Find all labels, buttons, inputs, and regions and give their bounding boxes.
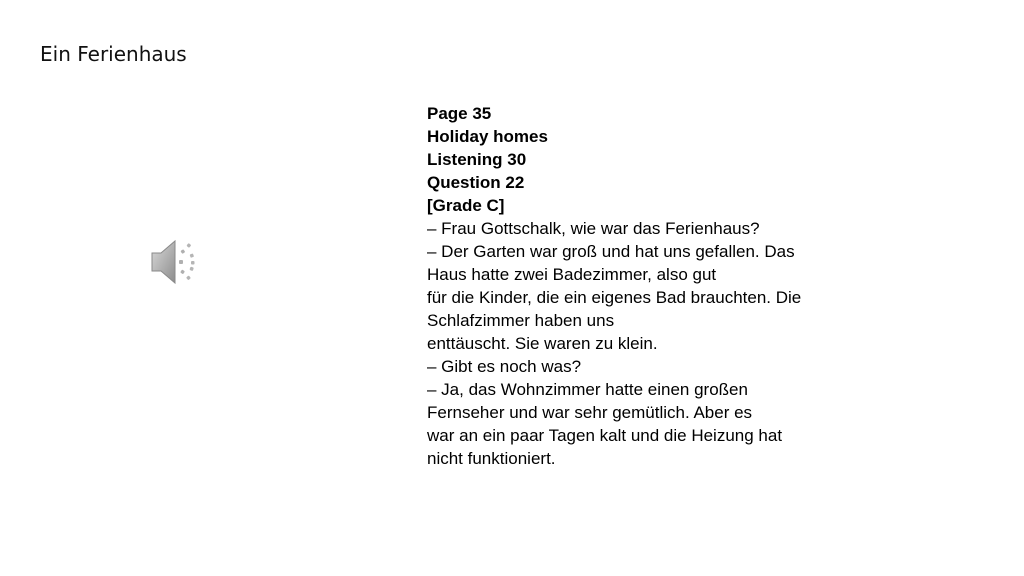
transcript-line: – Der Garten war groß und hat uns gefallen. Das — [427, 242, 795, 261]
topic-heading: Holiday homes — [427, 127, 548, 146]
page-number: Page 35 — [427, 104, 492, 123]
transcript-line: – Frau Gottschalk, wie war das Ferienhaus? — [427, 219, 760, 238]
transcript-line: war an ein paar Tagen kalt und die Heizung hat — [427, 426, 783, 445]
grade-label: [Grade C] — [427, 196, 505, 215]
transcript-block — [427, 102, 897, 470]
transcript-line: – Ja, das Wohnzimmer hatte einen großen — [427, 380, 748, 399]
transcript-line: Fernseher und war sehr gemütlich. Aber es — [427, 403, 753, 422]
listening-number: Listening 30 — [427, 150, 527, 169]
transcript-line: Haus hatte zwei Badezimmer, also gut — [427, 265, 717, 284]
transcript-line: nicht funktioniert. — [427, 449, 556, 468]
speaker-volume-icon[interactable] — [148, 236, 202, 288]
transcript-line: enttäuscht. Sie waren zu klein. — [427, 334, 658, 353]
transcript-line: für die Kinder, die ein eigenes Bad brauchten. Die — [427, 288, 802, 307]
speaker-volume-icon-graphic — [148, 236, 202, 288]
transcript-line: Schlafzimmer haben uns — [427, 311, 615, 330]
slide-title: Ein Ferienhaus — [40, 42, 187, 66]
transcript-line: – Gibt es noch was? — [427, 357, 582, 376]
question-number: Question 22 — [427, 173, 525, 192]
